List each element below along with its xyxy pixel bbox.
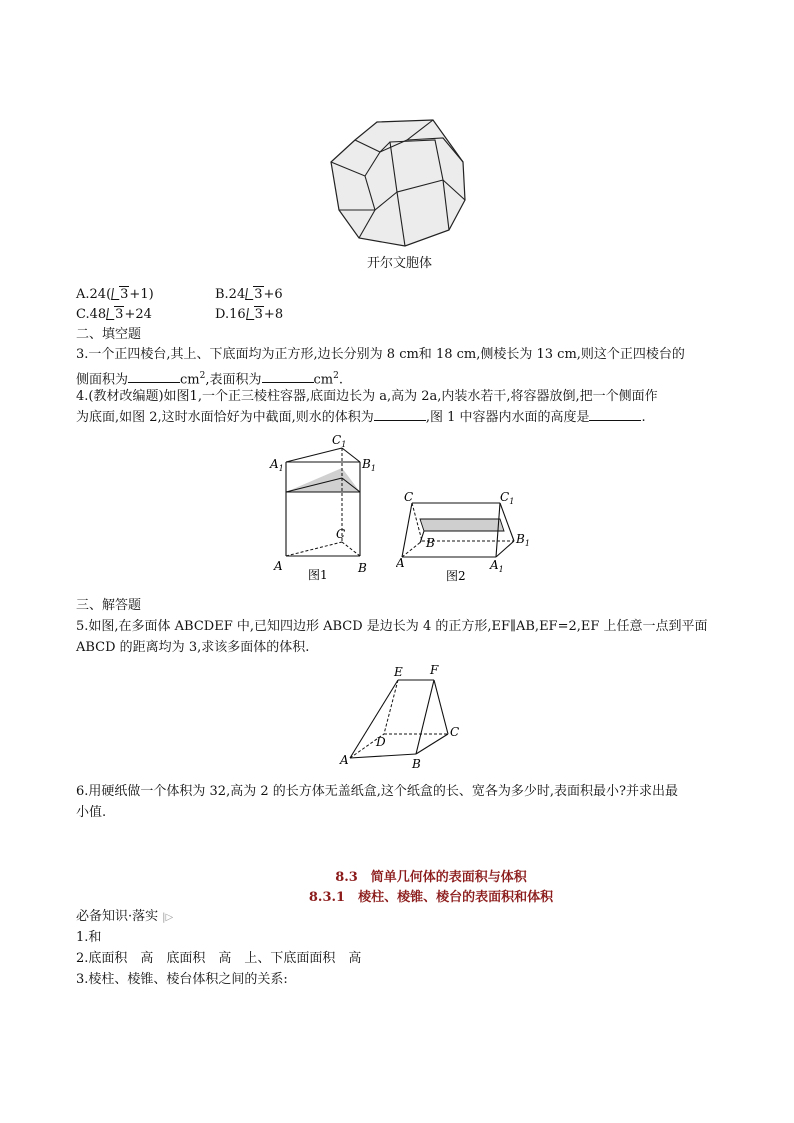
section-solution-heading: 三、解答题 — [76, 598, 142, 613]
sqrt-symbol: 3 — [247, 305, 264, 325]
sqrt-symbol: 3 — [246, 285, 263, 305]
answer-item-1: 1.和 — [76, 930, 102, 945]
water-surface-1 — [286, 468, 360, 492]
label-e: E — [394, 665, 403, 679]
label-b: B — [412, 757, 421, 770]
sqrt-symbol: 3 — [107, 305, 124, 325]
choice-b[interactable]: B.24 3+6 — [215, 285, 283, 305]
label-c1: $C_1$ — [332, 433, 347, 449]
sqrt-symbol: 3 — [112, 285, 129, 305]
q3-blank-surface-area[interactable] — [262, 370, 314, 383]
arrow-icon: |▷ — [162, 912, 174, 923]
label-b: B — [358, 561, 367, 575]
prism-figure-1 — [262, 432, 382, 582]
q5-line2: ABCD 的距离均为 3,求该多面体的体积. — [76, 640, 310, 655]
label-a1: $A_1$ — [490, 558, 504, 574]
q4-blank-volume[interactable] — [374, 408, 426, 421]
label-a1: $A_1$ — [270, 457, 284, 473]
q4-line1: 4.(教材改编题)如图1,一个正三棱柱容器,底面边长为 a,高为 2a,内装水若干,将容器放倒,把一个侧面作 — [76, 389, 658, 404]
prism-figure-2 — [396, 485, 546, 585]
label-c: C — [450, 725, 460, 739]
abcdef-figure — [338, 660, 468, 770]
answer-title-2: 8.3.1 棱柱、棱锥、棱台的表面积和体积 — [308, 890, 554, 905]
water-surface-2 — [420, 519, 504, 531]
choice-a[interactable]: A.24( 3+1) — [76, 285, 154, 305]
choice-c[interactable]: C.48 3+24 — [76, 305, 152, 325]
answer-title-1: 8.3 简单几何体的表面积与体积 — [335, 870, 527, 885]
label-a: A — [396, 556, 405, 570]
label-f: F — [430, 663, 439, 677]
label-d: D — [376, 735, 386, 749]
label-b1: $B_1$ — [362, 457, 376, 473]
label-c: C — [336, 527, 346, 541]
label-a: A — [274, 559, 283, 573]
label-c1: $C_1$ — [500, 490, 515, 506]
figure-2-caption: 图2 — [446, 569, 466, 583]
answer-item-2: 2.底面积 高 底面积 高 上、下底面面积 高 — [76, 951, 362, 966]
section-fill-blank-heading: 二、填空题 — [76, 327, 142, 342]
figure-1-caption: 图1 — [308, 568, 328, 582]
q6-line2: 小值. — [76, 805, 107, 820]
polyhedron-figure — [325, 112, 475, 250]
answer-item-3: 3.棱柱、棱锥、棱台体积之间的关系: — [76, 972, 288, 987]
label-a: A — [340, 753, 349, 767]
q5-line1: 5.如图,在多面体 ABCDEF 中,已知四边形 ABCD 是边长为 4 的正方形,EF∥AB,EF=2,EF 上任意一点到平面 — [76, 619, 708, 634]
label-c: C — [404, 490, 414, 504]
label-b: B — [426, 536, 435, 550]
label-b1: $B_1$ — [516, 532, 530, 548]
polyhedron-outline — [331, 120, 465, 246]
q4-line2: 为底面,如图 2,这时水面恰好为中截面,则水的体积为 ,图 1 中容器内水面的高度是 . — [76, 410, 646, 425]
q3-blank-lateral-area[interactable] — [128, 370, 180, 383]
q3-line1: 3.一个正四棱台,其上、下底面均为正方形,边长分别为 8 cm和 18 cm,侧棱长为 13 cm,则这个正四棱台的 — [76, 347, 685, 362]
q3-line2: 侧面积为 $cm^2$,表面积为 $cm^2$. — [76, 371, 343, 388]
choice-d[interactable]: D.16 3+8 — [215, 305, 283, 325]
q4-blank-height[interactable] — [589, 408, 641, 421]
essential-knowledge-label: 必备知识·落实 |▷ — [76, 909, 174, 924]
q6-line1: 6.用硬纸做一个体积为 32,高为 2 的长方体无盖纸盒,这个纸盒的长、宽各为多少时,表面积最小?并求出最 — [76, 784, 678, 799]
polyhedron-caption: 开尔文胞体 — [367, 256, 433, 271]
